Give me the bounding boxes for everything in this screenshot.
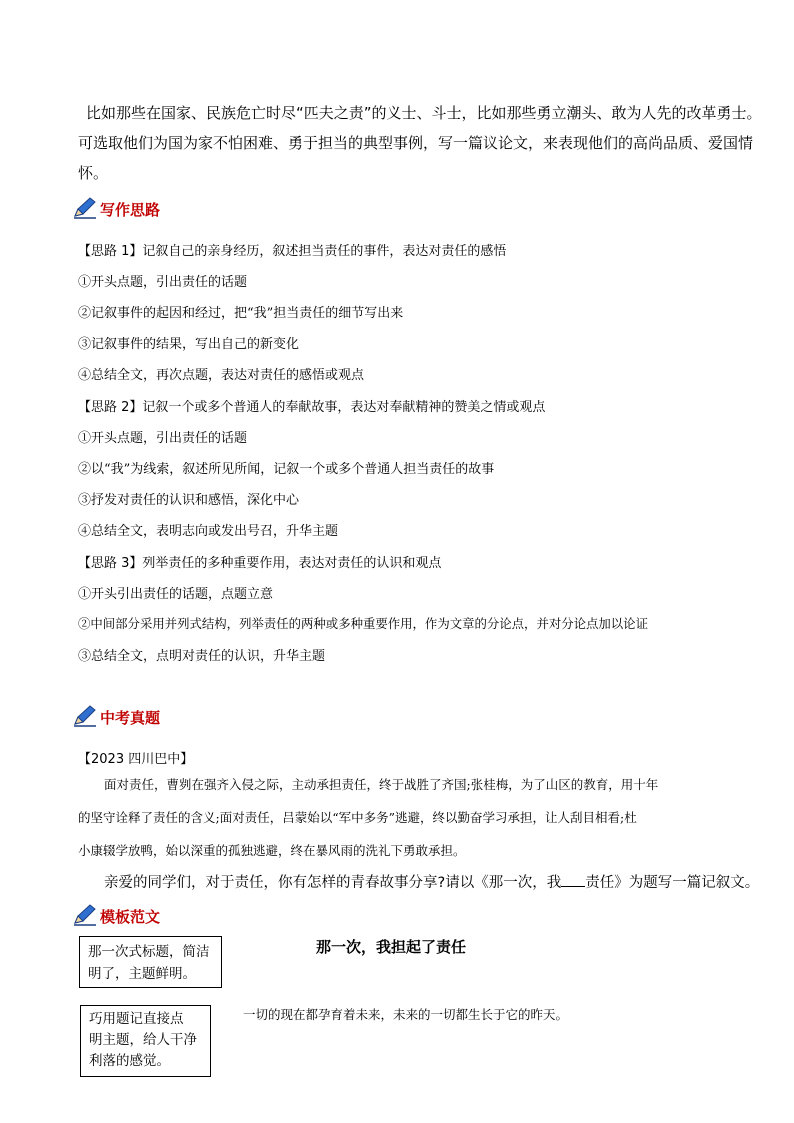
writing-ideas-heading (72, 196, 160, 220)
exam-heading (72, 704, 160, 728)
exam-prompt (104, 871, 759, 892)
idea-1-item: ②记叙事件的起因和经过，把“我”担当责任的细节写出来 (78, 306, 404, 321)
pencil-icon (72, 704, 98, 728)
intro-line-2: 可选取他们为国为家不怕困难、勇于担当的典型事例，写一篇议论文，来表现他们的高尚品质、爱国情 (78, 134, 754, 152)
annotation-line: 明主题，给人干净 (89, 1032, 197, 1048)
exam-prompt-before: 亲爱的同学们，对于责任，你有怎样的青春故事分享?请以《那一次，我 (104, 875, 562, 891)
intro-line-1: 比如那些在国家、民族危亡时尽“匹夫之责”的义士、斗士，比如那些勇立潮头、敢为人先的改革勇士。 (86, 104, 762, 122)
template-heading (72, 903, 160, 927)
idea-3-title: 【思路 3】列举责任的多种重要作用，表达对责任的认识和观点 (78, 556, 442, 571)
exam-label: 中考真题 (100, 709, 161, 727)
idea-1-item: ④总结全文，再次点题，表达对责任的感悟或观点 (78, 368, 365, 383)
annotation-line: 明了，主题鲜明。 (88, 966, 196, 982)
pencil-icon (72, 903, 98, 927)
essay-title: 那一次，我担起了责任 (316, 938, 467, 956)
prompt-blank (561, 874, 585, 887)
annotation-line: 巧用题记直接点 (89, 1011, 184, 1027)
exam-paragraph-line: 面对责任，曹刿在强齐入侵之际，主动承担责任，终于战胜了齐国;张桂梅，为了山区的教育，用十年 (104, 777, 659, 792)
exam-paragraph-line: 小康辍学放鸭，始以深重的孤独逃避，终在暴风雨的洗礼下勇敢承担。 (78, 843, 466, 858)
idea-2-title: 【思路 2】记叙一个或多个普通人的奉献故事，表达对奉献精神的赞美之情或观点 (78, 400, 546, 415)
exam-prompt-after: 责任》为题写一篇记叙文。 (585, 875, 760, 891)
annotation-box-title (79, 936, 222, 988)
annotation-line: 那一次式标题，简洁 (88, 944, 210, 960)
annotation-line: 利落的感觉。 (89, 1053, 170, 1069)
idea-2-item: ④总结全文，表明志向或发出号召，升华主题 (78, 524, 339, 539)
pencil-icon (72, 196, 98, 220)
idea-3-item: ①开头引出责任的话题，点题立意 (78, 587, 274, 602)
idea-3-item: ②中间部分采用并列式结构，列举责任的两种或多种重要作用，作为文章的分论点，并对分论点加以论证 (78, 616, 648, 631)
exam-source: 【2023 四川巴中】 (78, 752, 194, 767)
essay-epigraph: 一切的现在都孕育着未来，未来的一切都生长于它的昨天。 (243, 1007, 569, 1022)
template-label: 模板范文 (100, 908, 161, 926)
idea-1-title: 【思路 1】记叙自己的亲身经历，叙述担当责任的事件，表达对责任的感悟 (78, 244, 507, 259)
idea-1-item: ③记叙事件的结果，写出自己的新变化 (78, 337, 300, 352)
writing-ideas-label: 写作思路 (100, 201, 161, 219)
idea-3-item: ③总结全文，点明对责任的认识，升华主题 (78, 649, 326, 664)
idea-1-item: ①开头点题，引出责任的话题 (78, 275, 248, 290)
exam-paragraph-line: 的坚守诠释了责任的含义;面对责任，吕蒙始以“军中多务”逃避，终以勤奋学习承担，让人刮目相看;杜 (78, 810, 637, 825)
annotation-box-epigraph (80, 1005, 211, 1077)
idea-2-item: ②以“我”为线索，叙述所见所闻，记叙一个或多个普通人担当责任的故事 (78, 462, 495, 477)
intro-line-3: 怀。 (78, 164, 109, 182)
idea-2-item: ③抒发对责任的认识和感悟，深化中心 (78, 493, 300, 508)
idea-2-item: ①开头点题，引出责任的话题 (78, 431, 248, 446)
